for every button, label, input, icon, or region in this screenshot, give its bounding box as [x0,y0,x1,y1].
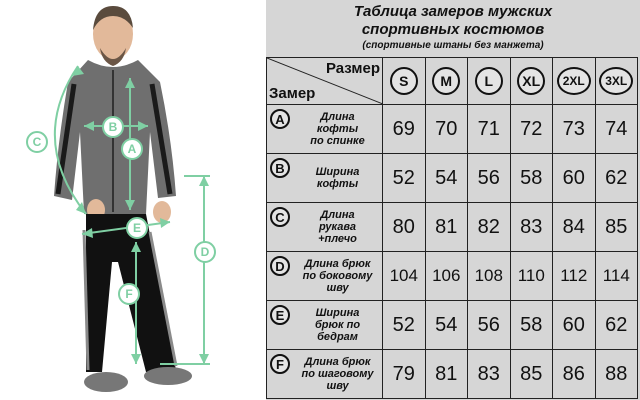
size-cell-s [383,58,426,105]
value-cell: 54 [425,154,468,203]
value-cell: 56 [468,154,511,203]
value-cell: 112 [553,252,596,301]
measure-letter: D [270,256,290,276]
value-cell: 60 [553,154,596,203]
measure-cell [267,350,383,399]
measure-description: Длина брюк по боковому шву [302,258,373,294]
size-table-panel [266,0,640,400]
measure-description: Длина рукава +плечо [318,209,357,245]
value-cell: 81 [425,203,468,252]
value-cell: 114 [595,252,638,301]
value-cell: 73 [553,105,596,154]
measure-cell [267,154,383,203]
table-row [267,301,638,350]
measure-cell [267,203,383,252]
size-cell-3xl [595,58,638,105]
photo-label-f: F [118,283,140,305]
size-badge: 3XL [599,67,633,95]
size-badge: L [475,67,503,95]
size-header-row [267,58,638,105]
measure-description: Ширина брюк по бедрам [314,307,361,343]
value-cell: 52 [383,301,426,350]
header-corner [267,58,383,105]
table-row [267,350,638,399]
table-row [267,154,638,203]
model-illustration [0,0,266,400]
measure-description: Ширина кофты [315,166,360,190]
photo-label-d: D [194,241,216,263]
measure-description: Длина кофты по спинке [310,111,365,147]
value-cell: 62 [595,301,638,350]
value-cell: 80 [383,203,426,252]
value-cell: 85 [510,350,553,399]
value-cell: 60 [553,301,596,350]
table-title [266,3,640,52]
size-badge: S [390,67,418,95]
value-cell: 86 [553,350,596,399]
value-cell: 106 [425,252,468,301]
title-note: (спортивные штаны без манжета) [362,40,544,51]
size-cell-l [468,58,511,105]
table-row [267,105,638,154]
value-cell: 85 [595,203,638,252]
measure-header-label: Замер [269,85,316,102]
value-cell: 70 [425,105,468,154]
model-photo [0,0,266,400]
value-cell: 81 [425,350,468,399]
measure-cell [267,301,383,350]
measure-letter: F [270,354,290,374]
value-cell: 79 [383,350,426,399]
measure-letter: E [270,305,290,325]
value-cell: 108 [468,252,511,301]
title-line-2: спортивных костюмов [361,21,545,38]
value-cell: 58 [510,154,553,203]
value-cell: 74 [595,105,638,154]
measure-description: Длина брюк по шаговому шву [301,356,374,392]
value-cell: 88 [595,350,638,399]
measure-cell [267,252,383,301]
photo-label-e: E [126,217,148,239]
size-badge: M [432,67,460,95]
size-cell-m [425,58,468,105]
size-cell-xl [510,58,553,105]
value-cell: 110 [510,252,553,301]
value-cell: 69 [383,105,426,154]
measure-letter: B [270,158,290,178]
value-cell: 54 [425,301,468,350]
title-line-1: Таблица замеров мужских [353,3,553,20]
value-cell: 52 [383,154,426,203]
value-cell: 62 [595,154,638,203]
value-cell: 84 [553,203,596,252]
value-cell: 58 [510,301,553,350]
measure-letter: C [270,207,290,227]
value-cell: 72 [510,105,553,154]
size-badge: 2XL [557,67,591,95]
size-cell-2xl [553,58,596,105]
size-header-label: Размер [325,60,380,77]
photo-label-c: C [26,131,48,153]
size-table [266,57,638,399]
value-cell: 83 [510,203,553,252]
table-row [267,252,638,301]
table-row [267,203,638,252]
measure-cell [267,105,383,154]
photo-label-a: A [121,138,143,160]
value-cell: 104 [383,252,426,301]
photo-label-b: B [102,116,124,138]
size-badge: XL [517,67,545,95]
measure-letter: A [270,109,290,129]
value-cell: 56 [468,301,511,350]
value-cell: 82 [468,203,511,252]
value-cell: 83 [468,350,511,399]
value-cell: 71 [468,105,511,154]
